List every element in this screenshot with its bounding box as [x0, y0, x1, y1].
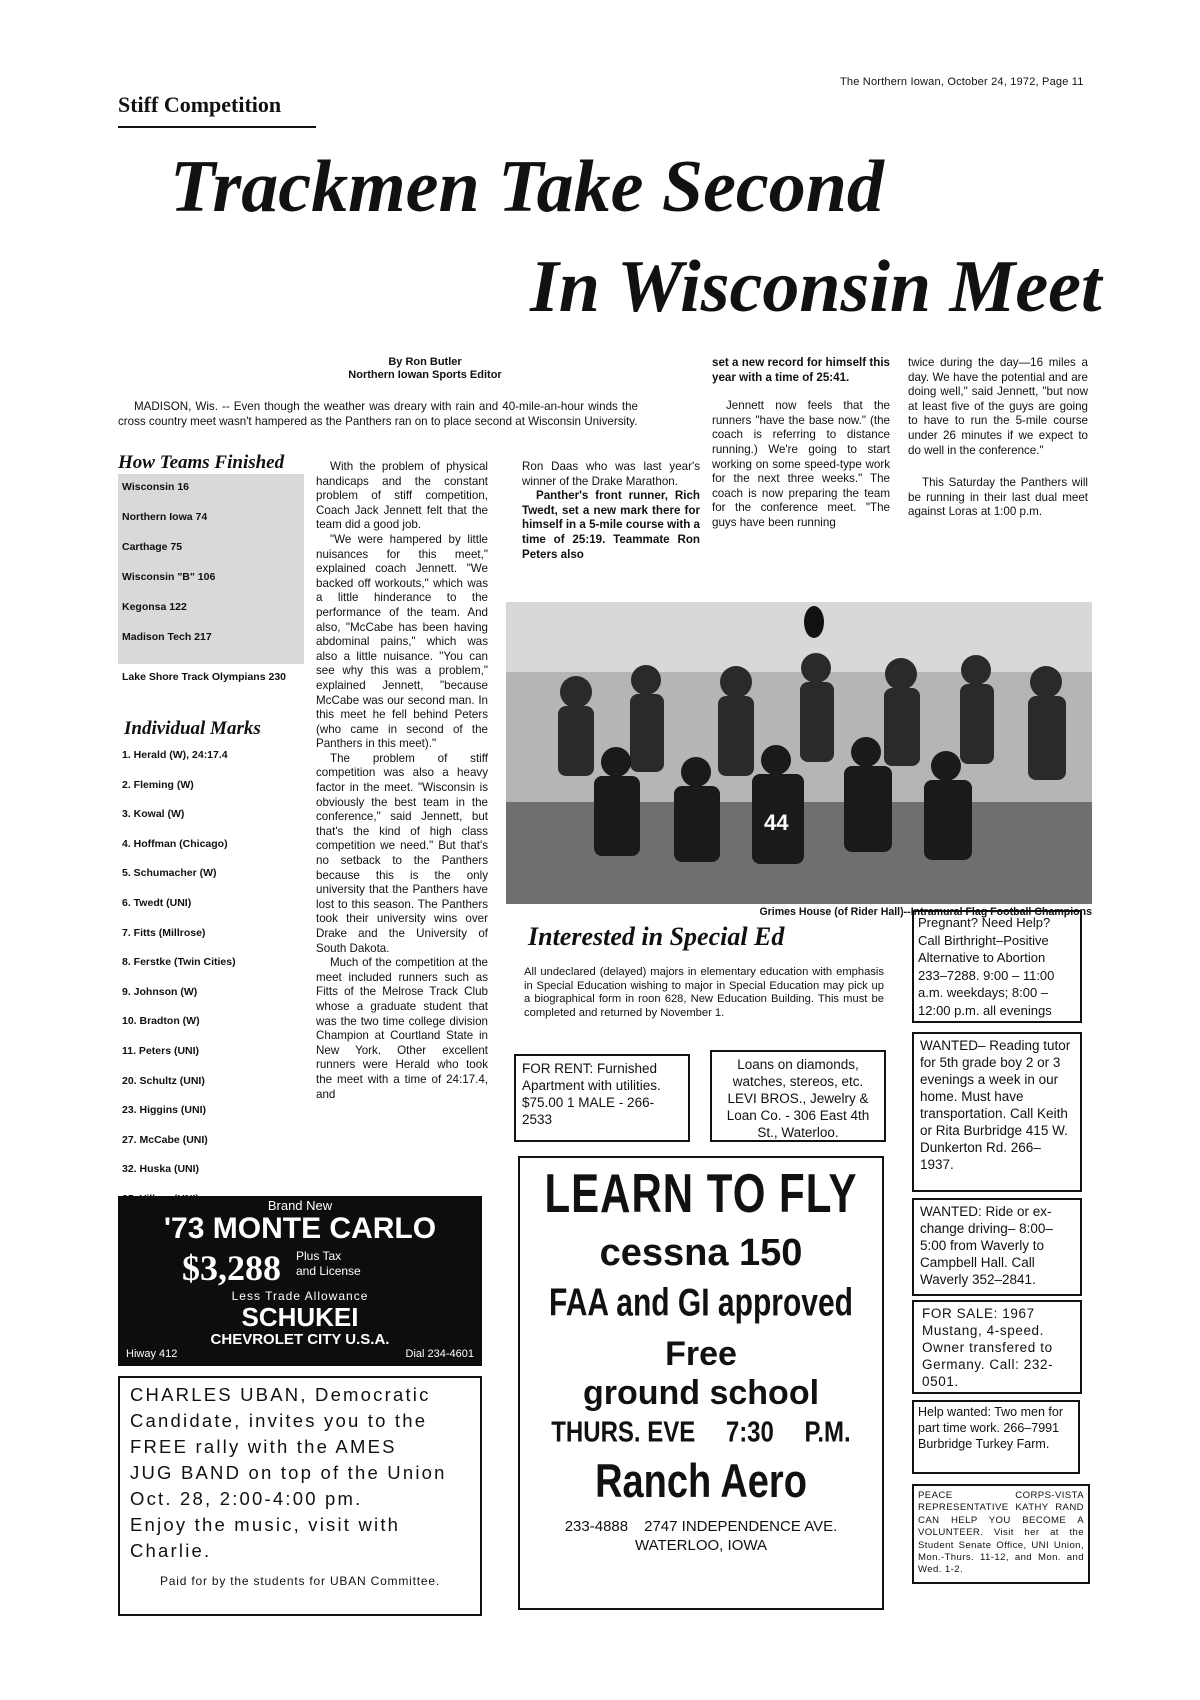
monte-tax: Plus Tax [296, 1249, 342, 1263]
fly-contact [520, 1518, 882, 1535]
ad-reading-tutor: WANTED– Reading tutor for 5th grade boy 2 or 3 evenings a week in our home. Must have transportation. Call Keith or Rita Burbridge 415 W. Dunkerton Rd. 266–1937. [912, 1032, 1082, 1192]
story-paragraph: Jennett now feels that the runners "have the base now." (the coach is referring to distance running.) We're going to start working on some speed-type work for the next three weeks." The coach is now preparing the team for the conference meet. "The guys have been running [712, 399, 890, 529]
team-result: Wisconsin "B" 106 [122, 571, 216, 583]
uban-line: Oct. 28, 2:00-4:00 pm. [130, 1488, 363, 1509]
fly-phone: 233-4888 [564, 1518, 629, 1535]
byline-author: By Ron Butler [388, 356, 462, 368]
byline [280, 356, 570, 382]
ad-mustang: FOR SALE: 1967 Mustang, 4-speed. Owner transfered to Germany. Call: 232-0501. [912, 1300, 1082, 1394]
mark-result: 6. Twedt (UNI) [122, 896, 192, 909]
fly-day: THURS. EVE [551, 1416, 696, 1449]
uban-paid-for: Paid for by the students for UBAN Committee. [160, 1574, 440, 1588]
mark-result: 23. Higgins (UNI) [122, 1104, 207, 1117]
special-ed-title: Interested in Special Ed [528, 922, 785, 951]
story-paragraph: With the problem of physical handicaps and the constant problem of stiff competition, Coach Jack Jennett felt that the team did a good job. [316, 460, 488, 532]
fly-free: Free [665, 1335, 737, 1373]
jersey-number: 44 [764, 810, 789, 835]
fly-aircraft: cessna 150 [599, 1232, 803, 1274]
mark-result: 4. Hoffman (Chicago) [122, 837, 228, 850]
fly-approved: FAA and GI approved [549, 1281, 853, 1325]
fly-pm: P.M. [804, 1416, 851, 1449]
special-ed-body: All undeclared (delayed) majors in elementary education with emphasis in Special Education wishing to major in Special Education may pick up a biographical form in roon 628, New Education Building. This must be completed and returned by November 1. [524, 966, 884, 1019]
photo-caption: Grimes House (of Rider Hall)--Intramural Flag Football Champions [759, 906, 1092, 918]
team-result: Northern Iowa 74 [122, 511, 208, 523]
team-result: Madison Tech 217 [122, 631, 212, 643]
fly-time: 7:30 [725, 1416, 774, 1449]
story-column-2 [522, 460, 700, 562]
story-column-3 [712, 356, 890, 531]
mark-result: 2. Fleming (W) [122, 778, 194, 791]
uban-line: Enjoy the music, visit with [130, 1514, 401, 1535]
byline-role: Northern Iowan Sports Editor [348, 369, 502, 381]
mark-result: 10. Bradton (W) [122, 1015, 200, 1028]
monte-price: $3,288 [182, 1248, 281, 1288]
headline-line-2: In Wisconsin Meet [530, 246, 1102, 328]
team-photo-image [506, 602, 1092, 904]
monte-dealer: SCHUKEI [241, 1302, 359, 1332]
ad-peace-corps: PEACE CORPS-VISTA REPRESENTATIVE KATHY RAND CAN HELP YOU BECOME A VOLUNTEER. Visit her at the Student Senate Office, UNI Union, Mon.-Thurs. 11-12, and Mon. and Wed. 1-2. [912, 1484, 1090, 1584]
mark-result: 32. Huska (UNI) [122, 1163, 200, 1176]
story-paragraph: The problem of stiff competition was also a heavy factor in the meet. "Wisconsin is obviously the best team in the conference," said Jennett, but that's the kind of high class competition we need." But that's no setback to the Panthers because this is the only university that the Panthers have lost to this season. The Panthers took their university wins over Drake and the University of South Dakota. [316, 751, 488, 955]
uban-line: Candidate, invites you to the [130, 1410, 428, 1431]
story-paragraph: twice during the day—16 miles a day. We have the potential and are doing well," said Jennett, "but now at least five of the guys are going to have to run the 5-mile course under 26 minutes if we expect to do well in the conference." [908, 356, 1088, 457]
marks-title: Individual Marks [124, 718, 261, 739]
monte-model: '73 MONTE CARLO [163, 1212, 437, 1245]
marks-list [118, 748, 304, 1222]
story-paragraph: Ron Daas who was last year's winner of the Drake Marathon. [522, 460, 700, 488]
team-result: Kegonsa 122 [122, 601, 187, 613]
monte-terms [296, 1249, 361, 1279]
mark-result: 9. Johnson (W) [122, 985, 198, 998]
monte-dealer-sub: CHEVROLET CITY U.S.A. [210, 1331, 390, 1348]
monte-footer [118, 1348, 482, 1360]
mark-result: 11. Peters (UNI) [122, 1044, 200, 1057]
uban-line: Charlie. [130, 1540, 212, 1561]
ad-help-wanted: Help wanted: Two men for part time work. 266–7991 Burbridge Turkey Farm. [912, 1400, 1080, 1474]
fly-company: Ranch Aero [595, 1455, 807, 1509]
mark-result: 27. McCabe (UNI) [122, 1133, 208, 1146]
story-column-1 [316, 460, 488, 1196]
uban-line: FREE rally with the AMES [130, 1436, 397, 1457]
ad-pregnant: Pregnant? Need Help? Call Birthright–Positive Alternative to Abortion 233–7288. 9:00 – 11:00 a.m. weekdays; 8:00 – 12:00 p.m. all evenings [912, 910, 1082, 1023]
uban-line: CHARLES UBAN, Democratic [130, 1384, 431, 1405]
mark-result: 8. Ferstke (Twin Cities) [122, 956, 236, 969]
story-paragraph: Much of the competition at the meet included runners such as Fitts of the Melrose Track Club whose a graduate student that was the two time college division Champion at Courtland State in New York. Other excellent runners were Herald who took the meet with a time of 24:17.4, and [316, 956, 488, 1101]
team-result: Wisconsin 16 [122, 481, 190, 493]
fly-city: WATERLOO, IOWA [635, 1537, 767, 1554]
mark-result: 3. Kowal (W) [122, 808, 185, 821]
ad-uban-rally [118, 1376, 482, 1616]
section-kicker: Stiff Competition [118, 92, 282, 117]
monte-hiway: Hiway 412 [126, 1348, 178, 1360]
fly-headline: LEARN TO FLY [544, 1162, 858, 1224]
ad-ride-wanted: WANTED: Ride or ex-change driving– 8:00–5:00 from Waverly to Campbell Hall. Call Waverly 352–2841. [912, 1198, 1082, 1296]
fly-schedule [520, 1416, 882, 1450]
mark-result: 20. Schultz (UNI) [122, 1074, 205, 1087]
ad-for-rent: FOR RENT: Furnished Apartment with utilities. $75.00 1 MALE - 266-2533 [514, 1054, 690, 1142]
fly-address: 2747 INDEPENDENCE AVE. [644, 1518, 838, 1535]
ad-loans: Loans on diamonds, watches, stereos, etc. LEVI BROS., Jewelry & Loan Co. - 306 East 4th St., Waterloo. [710, 1050, 886, 1142]
team-result: Lake Shore Track Olympians 230 [122, 671, 287, 683]
kicker-underline [118, 126, 316, 128]
story-paragraph: This Saturday the Panthers will be running in their last dual meet against Loras at 1:00 p.m. [908, 476, 1088, 519]
sidebar-title: How Teams Finished [118, 452, 285, 473]
mark-result: 5. Schumacher (W) [122, 867, 217, 880]
story-paragraph: "We were hampered by little nuisances for this meet," explained coach Jennett. "We backed off workouts," which was a little hinderance to the performance of the team. And also, "McCabe has been having abdominal pains," which was also a little nuisance. "You can see why this was a problem," explained Jennett, "because McCabe was our second man. In this meet he fell behind Peters (who came in second of the Panthers in this meet)." [316, 532, 488, 751]
story-paragraph: set a new record for himself this year with a time of 25:41. [712, 356, 890, 384]
ad-monte-carlo [118, 1196, 482, 1366]
headline-line-1: Trackmen Take Second [170, 146, 884, 228]
results-sidebar [118, 452, 304, 1222]
story-paragraph: Panther's front runner, Rich Twedt, set a new mark there for himself in a 5-mile course with a time of 25:19. Teammate Ron Peters also [522, 489, 700, 561]
story-column-4 [908, 356, 1088, 520]
team-photo [506, 602, 1092, 904]
publication-line: The Northern Iowan, October 24, 1972, Page 11 [840, 76, 1084, 88]
monte-dial: Dial 234-4601 [405, 1348, 474, 1360]
uban-line: JUG BAND on top of the Union [130, 1462, 447, 1483]
teams-list [118, 474, 304, 664]
monte-brand-new: Brand New [267, 1198, 333, 1213]
monte-allowance: Less Trade Allowance [231, 1289, 369, 1303]
monte-license: and License [296, 1264, 361, 1278]
story-lede: MADISON, Wis. -- Even though the weather was dreary with rain and 40-mile-an-hour winds the cross country meet wasn't hampered as the Panthers ran on to place second at Wisconsin University. [118, 400, 638, 428]
mark-result: 1. Herald (W), 24:17.4 [122, 749, 228, 761]
fly-ground-school: ground school [582, 1374, 820, 1412]
ad-learn-to-fly [518, 1156, 884, 1610]
team-result: Carthage 75 [122, 541, 183, 553]
mark-result: 7. Fitts (Millrose) [122, 926, 206, 939]
